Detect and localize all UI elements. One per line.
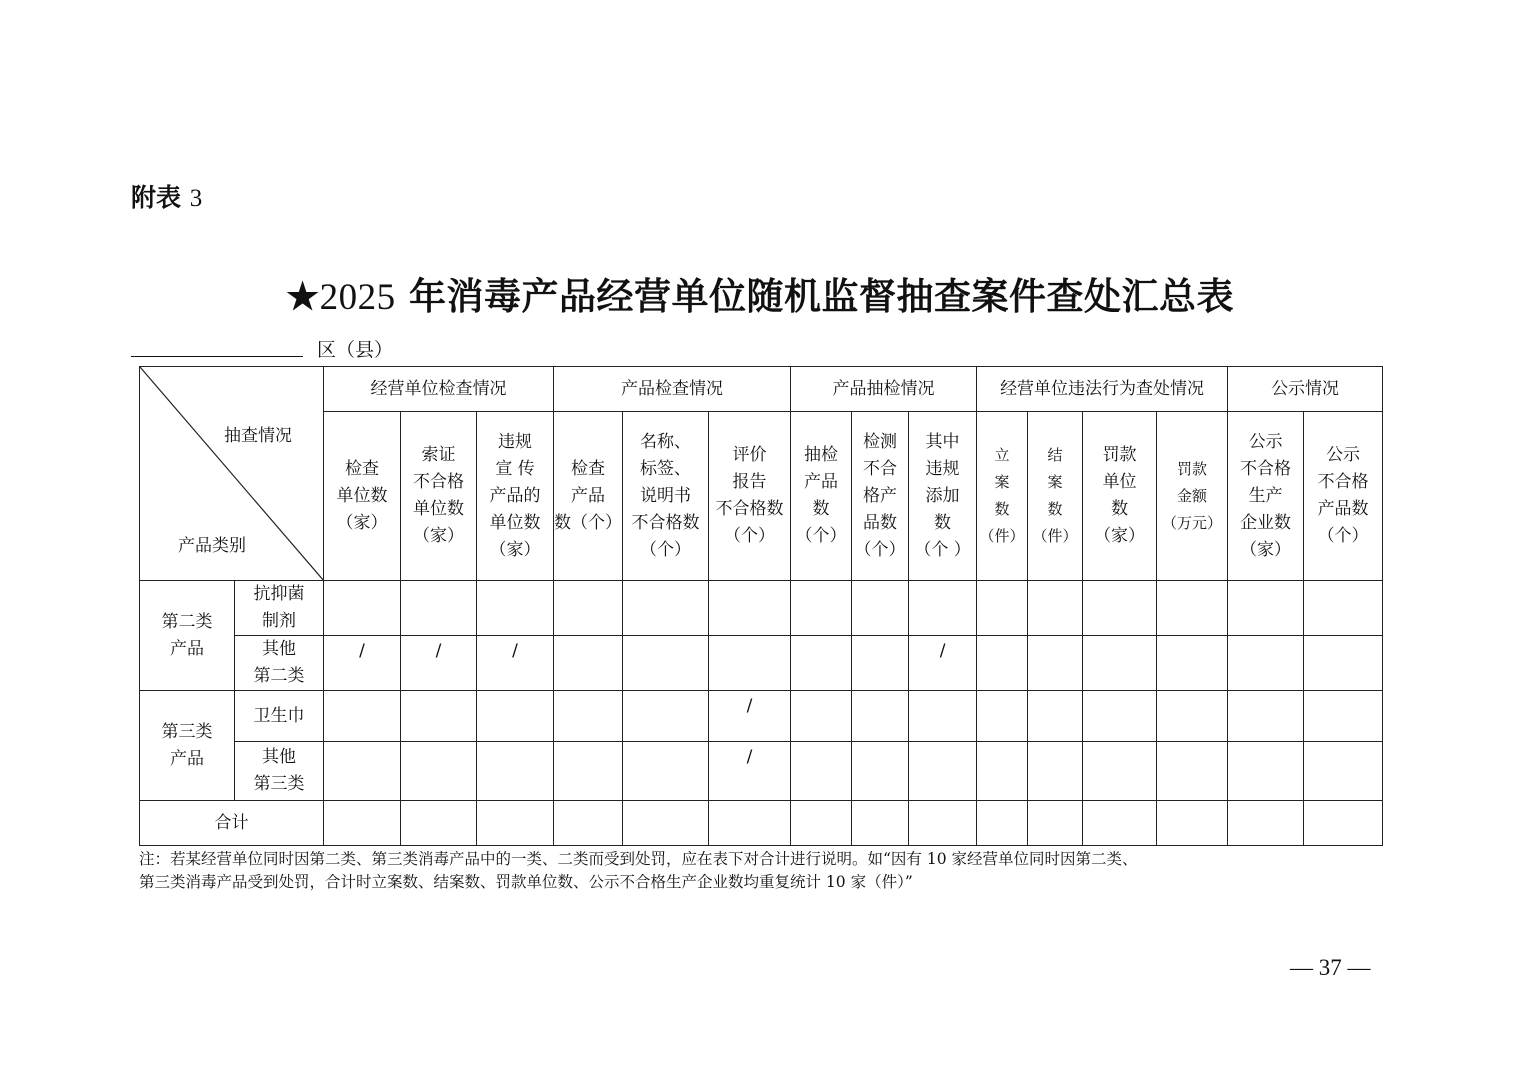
col-header-line: （家） [1240, 539, 1292, 560]
table-row [140, 581, 1383, 636]
summary-table [139, 366, 1383, 846]
sub-line1: 其他 [262, 639, 296, 659]
data-cell[interactable] [554, 636, 623, 691]
data-cell[interactable] [1028, 742, 1083, 801]
col-header-line: 企业数 [1240, 512, 1292, 533]
col-header-line: 数 [1111, 499, 1129, 519]
col-header-line: 立 [994, 446, 1010, 464]
col-header [909, 412, 977, 581]
col-header-line: （个） [724, 526, 776, 546]
col-header-line: 格产 [863, 485, 898, 506]
slash-cell: / [909, 636, 977, 691]
data-cell[interactable] [477, 742, 554, 801]
data-cell[interactable] [909, 691, 977, 742]
data-cell[interactable] [791, 636, 852, 691]
slash-cell: / [401, 636, 477, 691]
data-cell[interactable] [554, 691, 623, 742]
col-header-line: 添加 [925, 485, 960, 506]
table-note [139, 848, 1138, 894]
data-cell[interactable] [1304, 636, 1383, 691]
cat3-line2: 产品 [170, 748, 204, 769]
data-cell[interactable] [852, 636, 909, 691]
district-fill-line[interactable] [131, 356, 303, 357]
data-cell[interactable] [1304, 801, 1383, 846]
row-sublabel-other-cat3 [235, 742, 324, 801]
group-header-g5: 公示情况 [1228, 367, 1383, 412]
group-header-g3: 产品抽检情况 [791, 367, 977, 412]
data-cell[interactable] [709, 581, 791, 636]
col-header [791, 412, 852, 581]
data-cell[interactable] [791, 801, 852, 846]
col-header [852, 412, 909, 581]
col-header-line: 案 [1047, 473, 1063, 491]
row-sublabel-antibacterial [235, 581, 324, 636]
data-cell[interactable] [623, 742, 709, 801]
data-cell[interactable] [977, 636, 1028, 691]
data-cell[interactable] [1157, 581, 1228, 636]
group-header-g2: 产品检查情况 [554, 367, 791, 412]
col-header-line: 单位数 [489, 512, 541, 533]
column-header-row [140, 412, 1383, 581]
col-header-line: （家） [1094, 526, 1146, 546]
col-header-line: 金额 [1177, 486, 1208, 505]
corner-cell [140, 367, 324, 581]
data-cell[interactable] [1083, 742, 1157, 801]
col-header-line: 产品 [804, 472, 839, 492]
data-cell[interactable] [401, 801, 477, 846]
appendix-label [131, 178, 202, 214]
data-cell[interactable] [909, 801, 977, 846]
data-cell[interactable] [909, 581, 977, 636]
col-header-line: 其中 [925, 431, 960, 452]
appendix-text: 附表 [131, 183, 182, 212]
data-cell[interactable] [977, 742, 1028, 801]
data-cell[interactable] [324, 691, 401, 742]
col-header-line: （个） [640, 539, 692, 560]
col-header-line: 产品的 [489, 485, 541, 506]
appendix-number: 3 [189, 185, 203, 212]
col-header-line: 单位数 [413, 499, 464, 519]
slash-cell: / [324, 636, 401, 691]
col-header-line: 产品数 [1317, 499, 1369, 519]
col-header [1083, 412, 1157, 581]
data-cell[interactable] [401, 581, 477, 636]
data-cell[interactable] [791, 742, 852, 801]
data-cell[interactable] [977, 691, 1028, 742]
col-header-line: （个） [1317, 526, 1369, 546]
col-header-line: 名称、 [640, 431, 692, 452]
col-header-line: 抽检 [804, 445, 839, 465]
table-row [140, 742, 1383, 801]
col-header [977, 412, 1028, 581]
data-cell[interactable] [1228, 636, 1304, 691]
col-header-line: （件） [1032, 527, 1078, 545]
col-header [554, 412, 623, 581]
data-cell[interactable] [1083, 581, 1157, 636]
data-cell[interactable] [554, 581, 623, 636]
data-cell[interactable] [1228, 581, 1304, 636]
row-label-total: 合计 [140, 801, 324, 846]
data-cell[interactable] [1157, 801, 1228, 846]
col-header-line: 不合格数 [715, 499, 784, 519]
col-header-line: （家） [489, 539, 541, 560]
col-header [623, 412, 709, 581]
group-header-g4: 经营单位违法行为查处情况 [977, 367, 1228, 412]
col-header-line: （个） [795, 526, 847, 546]
col-header [1028, 412, 1083, 581]
col-header-line: 数 [812, 499, 830, 519]
data-cell[interactable] [1028, 636, 1083, 691]
col-header-line: 结 [1047, 446, 1063, 464]
col-header-line: 单位 [1102, 472, 1137, 492]
col-header-line: 公示 [1248, 431, 1283, 452]
col-header [401, 412, 477, 581]
sub-line2: 第三类 [253, 774, 305, 794]
data-cell[interactable] [623, 801, 709, 846]
data-cell[interactable] [1228, 801, 1304, 846]
data-cell[interactable] [401, 691, 477, 742]
col-header-line: 不合 [863, 458, 898, 479]
title-star: ★ [285, 274, 320, 318]
col-header-line: （个 ） [914, 539, 971, 560]
data-cell[interactable] [623, 636, 709, 691]
col-header-line: 报告 [732, 472, 767, 492]
data-cell[interactable] [324, 742, 401, 801]
data-cell[interactable] [1028, 581, 1083, 636]
data-cell[interactable] [1228, 742, 1304, 801]
data-cell[interactable] [1304, 742, 1383, 801]
slash-cell: / [709, 742, 791, 801]
col-header-line: 宣 传 [495, 458, 535, 479]
col-header-line: 单位数 [336, 485, 388, 506]
data-cell[interactable] [324, 801, 401, 846]
title-text: 年消毒产品经营单位随机监督抽查案件查处汇总表 [409, 274, 1235, 318]
col-header-line: （家） [336, 512, 388, 533]
col-header-line: （个） [854, 539, 906, 560]
col-header-line: 产品 [571, 485, 606, 506]
col-header-line: 罚款 [1102, 445, 1137, 465]
col-header-line: 检测 [863, 431, 898, 452]
col-header [1228, 412, 1304, 581]
col-header [709, 412, 791, 581]
col-header-line: 数 [1047, 500, 1063, 518]
row-label-cat2 [140, 581, 235, 691]
data-cell[interactable] [852, 801, 909, 846]
col-header-line: 说明书 [640, 485, 692, 506]
data-cell[interactable] [791, 581, 852, 636]
col-header-line: 数（个） [554, 512, 623, 533]
sub-line2: 制剂 [262, 611, 296, 631]
group-header-row [140, 367, 1383, 412]
title-year: 2025 [319, 277, 396, 318]
col-header-line: （万元） [1162, 513, 1223, 532]
data-cell[interactable] [477, 581, 554, 636]
sub-line2: 第二类 [253, 666, 305, 686]
data-cell[interactable] [1157, 742, 1228, 801]
slash-cell: / [477, 636, 554, 691]
data-cell[interactable] [1157, 636, 1228, 691]
col-header-line: 标签、 [640, 458, 692, 479]
row-label-cat3 [140, 691, 235, 801]
note-line-2: 第三类消毒产品受到处罚，合计时立案数、结案数、罚款单位数、公示不合格生产企业数均重复统计 10 家（件）” [139, 873, 913, 891]
data-cell[interactable] [1157, 691, 1228, 742]
table-row [140, 636, 1383, 691]
data-cell[interactable] [401, 742, 477, 801]
data-cell[interactable] [554, 801, 623, 846]
col-header-line: 违规 [925, 458, 960, 479]
cat3-line1: 第三类 [161, 721, 213, 742]
data-cell[interactable] [623, 691, 709, 742]
data-cell[interactable] [477, 801, 554, 846]
col-header [324, 412, 401, 581]
sub-line1: 抗抑菌 [253, 584, 305, 604]
data-cell[interactable] [1304, 581, 1383, 636]
corner-bottom-left: 产品类别 [178, 536, 246, 556]
page-number: — 37 — [1290, 955, 1371, 980]
data-cell[interactable] [324, 581, 401, 636]
data-cell[interactable] [1228, 691, 1304, 742]
data-cell[interactable] [977, 801, 1028, 846]
col-header-line: （家） [413, 526, 464, 546]
col-header-line: 检查 [345, 458, 379, 479]
data-cell[interactable] [554, 742, 623, 801]
col-header-line: 数 [994, 500, 1010, 518]
col-header-line: 生产 [1248, 485, 1283, 506]
data-cell[interactable] [852, 581, 909, 636]
data-cell[interactable] [1083, 636, 1157, 691]
col-header-line: 罚款 [1177, 459, 1208, 478]
group-header-g1: 经营单位检查情况 [324, 367, 554, 412]
sub-line1: 其他 [262, 747, 296, 767]
data-cell[interactable] [1083, 801, 1157, 846]
data-cell[interactable] [909, 742, 977, 801]
data-cell[interactable] [977, 581, 1028, 636]
col-header-line: 不合格 [1317, 472, 1369, 492]
data-cell[interactable] [709, 801, 791, 846]
data-cell[interactable] [1304, 691, 1383, 742]
col-header [1304, 412, 1383, 581]
col-header [1157, 412, 1228, 581]
data-cell[interactable] [1028, 691, 1083, 742]
col-header-line: 检查 [571, 458, 606, 479]
slash-cell: / [709, 691, 791, 742]
data-cell[interactable] [852, 691, 909, 742]
table-row [140, 691, 1383, 742]
page-title [0, 266, 1520, 320]
col-header-line: 评价 [732, 445, 767, 465]
table-row [140, 801, 1383, 846]
col-header-line: 不合格数 [631, 512, 700, 533]
data-cell[interactable] [1083, 691, 1157, 742]
col-header [477, 412, 554, 581]
row-sublabel-sanitary-napkin: 卫生巾 [235, 691, 324, 742]
col-header-line: 公示 [1326, 445, 1361, 465]
data-cell[interactable] [1028, 801, 1083, 846]
col-header-line: 数 [934, 512, 952, 533]
corner-top-right: 抽查情况 [224, 426, 292, 446]
data-cell[interactable] [709, 636, 791, 691]
col-header-line: 案 [994, 473, 1010, 491]
data-cell[interactable] [623, 581, 709, 636]
row-sublabel-other-cat2 [235, 636, 324, 691]
note-line-1: 注：若某经营单位同时因第二类、第三类消毒产品中的一类、二类而受到处罚，应在表下对合计进行说明。如“因有 10 家经营单位同时因第二类、 [139, 850, 1138, 868]
cat2-line1: 第二类 [161, 611, 213, 632]
col-header-line: 违规 [498, 431, 533, 452]
col-header-line: 品数 [863, 512, 898, 533]
data-cell[interactable] [477, 691, 554, 742]
col-header-line: 不合格 [413, 472, 464, 492]
data-cell[interactable] [852, 742, 909, 801]
col-header-line: 索证 [421, 445, 456, 465]
district-label: 区（县） [317, 339, 394, 361]
cat2-line2: 产品 [170, 638, 204, 659]
data-cell[interactable] [791, 691, 852, 742]
col-header-line: （件） [979, 527, 1025, 545]
col-header-line: 不合格 [1240, 458, 1292, 479]
